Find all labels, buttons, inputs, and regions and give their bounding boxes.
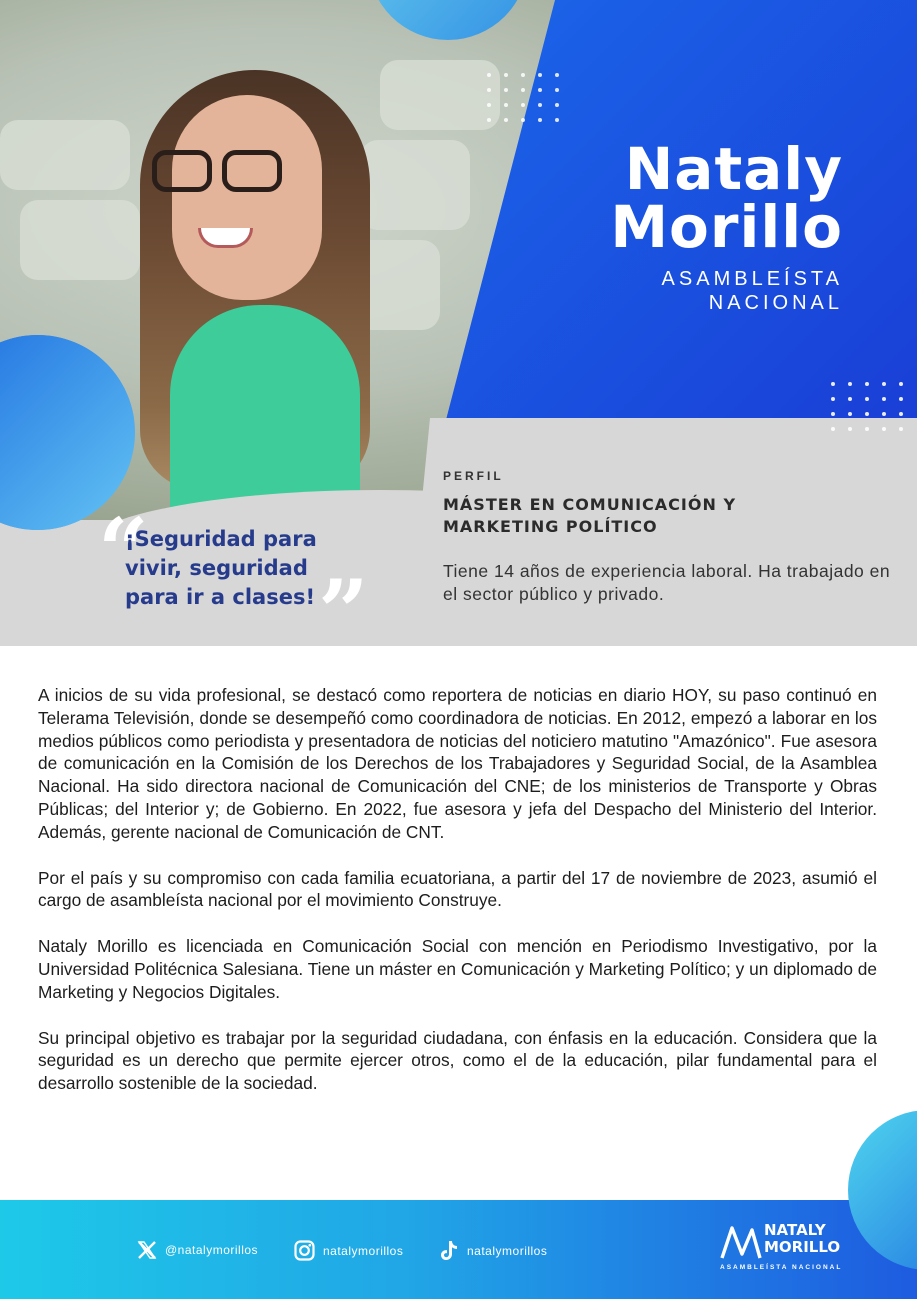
social-x[interactable] bbox=[137, 1240, 258, 1260]
background-seat bbox=[20, 200, 140, 280]
logo-mark-icon bbox=[720, 1224, 762, 1265]
role-line-2: NACIONAL bbox=[708, 292, 843, 314]
profile-title bbox=[443, 494, 736, 538]
social-instagram[interactable] bbox=[294, 1240, 403, 1261]
background-seat bbox=[380, 60, 500, 130]
background-seat bbox=[0, 120, 130, 190]
dot-grid-top bbox=[487, 73, 561, 122]
glasses-left-lens bbox=[152, 150, 212, 192]
tiktok-handle: natalymorillos bbox=[467, 1243, 548, 1258]
biography bbox=[38, 684, 877, 1118]
x-icon bbox=[137, 1240, 157, 1260]
biography-paragraph: Nataly Morillo es licenciada en Comunicación Social con mención en Periodismo Investigativo, por la Universidad Politécnica Salesiana. Tiene un máster en Comunicación y Marketing Político; y un diplomado de Marketing y Negocios Digitales. bbox=[38, 936, 877, 1002]
profile-title-line-1: MÁSTER EN COMUNICACIÓN Y bbox=[443, 495, 737, 514]
role-line-1: ASAMBLEÍSTA bbox=[661, 268, 843, 290]
logo-name bbox=[764, 1222, 874, 1256]
background-seat bbox=[360, 140, 470, 230]
campaign-quote: ¡Seguridad para vivir, seguridad para ir a clases! bbox=[125, 527, 317, 609]
name-first: Nataly bbox=[624, 135, 843, 203]
profile-label: PERFIL bbox=[443, 469, 504, 483]
logo-name-line-2: MORILLO bbox=[764, 1238, 841, 1256]
tiktok-icon bbox=[440, 1240, 459, 1261]
quote-close-mark: ” bbox=[318, 560, 369, 664]
name-last: Morillo bbox=[610, 193, 843, 261]
glasses-right-lens bbox=[222, 150, 282, 192]
logo-name-line-1: NATALY bbox=[764, 1221, 826, 1239]
quote-open-mark: “ bbox=[98, 498, 149, 602]
x-handle: @natalymorillos bbox=[165, 1243, 259, 1257]
profile-title-line-2: MARKETING POLÍTICO bbox=[443, 517, 658, 536]
instagram-handle: natalymorillos bbox=[323, 1243, 404, 1258]
portrait-face bbox=[172, 95, 322, 300]
logo-role: ASAMBLEÍSTA NACIONAL bbox=[720, 1264, 843, 1271]
biography-paragraph: A inicios de su vida profesional, se destacó como reportera de noticias en diario HOY, su paso continuó en Telerama Televisión, donde se desempeñó como coordinadora de noticias. En 2012, empezó a laborar en los medios públicos como periodista y presentadora de noticias del noticiero matutino "Amazónico". Fue asesora de comunicación en la Comisión de los Derechos de los Trabajadores y Seguridad Social, de la Asamblea Nacional. Ha sido directora nacional de Comunicación del CNE; de los ministerios de Transporte y Obras Públicas; del Interior y; de Gobierno. En 2022, fue asesora y jefa del Despacho del Ministerio del Interior. Además, gerente nacional de Comunicación de CNT. bbox=[38, 685, 877, 842]
dot-grid-right bbox=[831, 382, 905, 431]
biography-paragraph: Por el país y su compromiso con cada familia ecuatoriana, a partir del 17 de noviembre de 2023, asumió el cargo de asambleísta nacional por el movimiento Construye. bbox=[38, 867, 877, 911]
candidate-role bbox=[662, 267, 843, 315]
profile-summary: Tiene 14 años de experiencia laboral. Ha trabajado en el sector público y privado. bbox=[443, 561, 891, 604]
biography-paragraph: Su principal objetivo es trabajar por la seguridad ciudadana, con énfasis en la educación. Considera que la seguridad es un derecho que permite ejercer otros, como el de la educación, pilar fundamental para el desarrollo sostenible de la sociedad. bbox=[38, 1027, 877, 1094]
social-tiktok[interactable] bbox=[440, 1240, 547, 1261]
instagram-icon bbox=[294, 1240, 315, 1261]
candidate-name bbox=[610, 135, 843, 261]
